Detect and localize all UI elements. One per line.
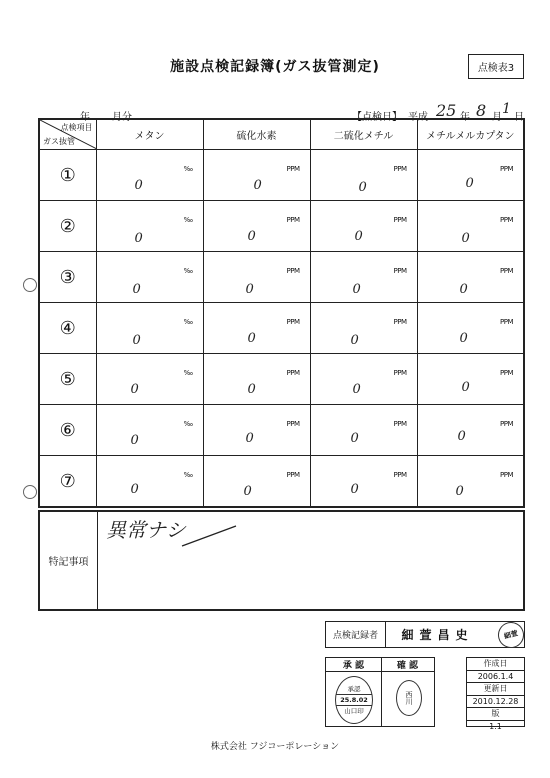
unit-label: PPM bbox=[500, 369, 513, 377]
cell-value: 0 bbox=[461, 380, 470, 395]
approve-stamp bbox=[335, 676, 373, 724]
cell-value: 0 bbox=[358, 180, 367, 195]
approve-stamp-date: 25.8.02 bbox=[336, 694, 372, 706]
row-label: ⑥ bbox=[39, 405, 96, 456]
unit-label: PPM bbox=[393, 267, 407, 275]
special-notes-box bbox=[38, 510, 525, 611]
cell-hydrogen-sulfide bbox=[203, 405, 310, 456]
cell-value: 0 bbox=[130, 482, 139, 497]
unit-label: ‰ bbox=[183, 267, 193, 275]
row-label: ④ bbox=[39, 303, 96, 354]
cell-value: 0 bbox=[132, 282, 141, 297]
approve-label: 承 認 bbox=[326, 658, 382, 672]
handwritten-stroke bbox=[180, 522, 240, 552]
cell-value: 0 bbox=[253, 178, 262, 193]
special-notes-label: 特記事項 bbox=[40, 512, 98, 609]
cell-value: 0 bbox=[245, 282, 254, 297]
cell-value: 0 bbox=[247, 331, 256, 346]
cell-methane bbox=[96, 456, 203, 508]
revision-box bbox=[466, 657, 525, 731]
table-row bbox=[39, 252, 524, 303]
cell-value: 0 bbox=[130, 433, 139, 448]
cell-methane bbox=[96, 303, 203, 354]
table-row bbox=[39, 150, 524, 201]
unit-label: PPM bbox=[286, 369, 300, 377]
era-label: 平成 bbox=[408, 112, 428, 123]
unit-label: PPM bbox=[286, 420, 300, 428]
sheet-number-box: 点検表3 bbox=[468, 54, 524, 79]
recorder-box bbox=[325, 621, 525, 648]
unit-label: PPM bbox=[286, 267, 300, 275]
cell-value: 0 bbox=[134, 231, 143, 246]
month-unit: 月 bbox=[492, 112, 502, 123]
cell-methyl-mercaptan bbox=[417, 150, 524, 201]
unit-label: PPM bbox=[393, 369, 407, 377]
version-value: 1.1 bbox=[489, 721, 502, 731]
cell-methyl-mercaptan bbox=[417, 405, 524, 456]
unit-label: PPM bbox=[500, 165, 513, 173]
row-label: ⑤ bbox=[39, 354, 96, 405]
cell-value: 0 bbox=[245, 431, 254, 446]
cell-dimethyl-disulfide bbox=[310, 303, 417, 354]
cell-value: 0 bbox=[350, 431, 359, 446]
unit-label: PPM bbox=[393, 165, 407, 173]
month-value: 8 bbox=[476, 101, 487, 120]
recorder-label: 点検記録者 bbox=[326, 622, 386, 647]
updated-date: 2010.12.28 bbox=[467, 696, 524, 709]
cell-dimethyl-disulfide bbox=[310, 354, 417, 405]
unit-label: ‰ bbox=[183, 318, 193, 326]
unit-label: PPM bbox=[286, 471, 300, 479]
day-value: 1 bbox=[502, 101, 511, 117]
cell-value: 0 bbox=[459, 282, 468, 297]
cell-dimethyl-disulfide bbox=[310, 150, 417, 201]
special-notes-text: 異常ナシ bbox=[106, 518, 186, 542]
cell-dimethyl-disulfide bbox=[310, 252, 417, 303]
cell-value: 0 bbox=[130, 382, 139, 397]
confirm-label: 確 認 bbox=[381, 658, 434, 672]
cell-value: 0 bbox=[457, 429, 466, 444]
table-row bbox=[39, 303, 524, 354]
table-row bbox=[39, 405, 524, 456]
unit-label: ‰ bbox=[183, 216, 193, 224]
cell-value: 0 bbox=[455, 484, 464, 499]
row-label: ① bbox=[39, 150, 96, 201]
year-value: 25 bbox=[436, 101, 457, 120]
column-header-methane: メタン bbox=[96, 119, 203, 150]
approval-box bbox=[325, 657, 435, 727]
cell-hydrogen-sulfide bbox=[203, 252, 310, 303]
updated-label: 更新日 bbox=[467, 683, 524, 696]
cell-value: 0 bbox=[247, 382, 256, 397]
cell-hydrogen-sulfide bbox=[203, 354, 310, 405]
cell-value: 0 bbox=[350, 482, 359, 497]
cell-value: 0 bbox=[354, 229, 363, 244]
cell-value: 0 bbox=[132, 333, 141, 348]
binder-hole-bottom bbox=[23, 485, 37, 499]
cell-methane bbox=[96, 252, 203, 303]
cell-value: 0 bbox=[243, 484, 252, 499]
company-footer: 株式会社 フジコーポレーション bbox=[210, 742, 340, 752]
approve-stamp-top: 承認 bbox=[347, 685, 361, 693]
cell-methyl-mercaptan bbox=[417, 252, 524, 303]
recorder-name: 細萱昌史 bbox=[401, 628, 474, 642]
unit-label: PPM bbox=[286, 165, 300, 173]
cell-methyl-mercaptan bbox=[417, 201, 524, 252]
cell-hydrogen-sulfide bbox=[203, 201, 310, 252]
cell-value: 0 bbox=[461, 231, 470, 246]
unit-label: PPM bbox=[500, 420, 513, 428]
month-label: 月分 bbox=[112, 112, 132, 123]
cell-methane bbox=[96, 354, 203, 405]
table-row bbox=[39, 354, 524, 405]
approve-stamp-name: 山口印 bbox=[344, 707, 364, 715]
cell-value: 0 bbox=[465, 176, 474, 191]
cell-methyl-mercaptan bbox=[417, 303, 524, 354]
unit-label: ‰ bbox=[183, 165, 193, 173]
table-row bbox=[39, 201, 524, 252]
unit-label: PPM bbox=[286, 318, 300, 326]
table-row bbox=[39, 456, 524, 508]
cell-methyl-mercaptan bbox=[417, 354, 524, 405]
column-header-methyl-mercaptan: メチルメルカプタン bbox=[417, 119, 524, 150]
year-unit: 年 bbox=[460, 112, 470, 123]
cell-value: 0 bbox=[459, 331, 468, 346]
cell-value: 0 bbox=[352, 382, 361, 397]
page-title: 施設点検記録簿(ガス抜管測定) bbox=[170, 59, 380, 75]
unit-label: ‰ bbox=[183, 369, 193, 377]
day-unit: 日 bbox=[514, 112, 524, 123]
cell-methyl-mercaptan bbox=[417, 456, 524, 508]
cell-value: 0 bbox=[247, 229, 256, 244]
unit-label: PPM bbox=[393, 471, 407, 479]
unit-label: PPM bbox=[500, 318, 513, 326]
corner-bottom-label: ガス抜管 bbox=[43, 137, 75, 146]
row-label: ② bbox=[39, 201, 96, 252]
gas-measurement-table bbox=[38, 118, 525, 508]
unit-label: PPM bbox=[286, 216, 300, 224]
unit-label: PPM bbox=[500, 267, 513, 275]
year-label: 年 bbox=[80, 112, 90, 123]
unit-label: PPM bbox=[393, 216, 407, 224]
cell-value: 0 bbox=[134, 178, 143, 193]
inspection-date-label: 【点検日】 bbox=[352, 112, 402, 123]
corner-top-label: 点検項目 bbox=[60, 123, 93, 132]
unit-label: PPM bbox=[393, 318, 407, 326]
cell-dimethyl-disulfide bbox=[310, 201, 417, 252]
cell-hydrogen-sulfide bbox=[203, 303, 310, 354]
unit-label: ‰ bbox=[183, 471, 193, 479]
cell-methane bbox=[96, 150, 203, 201]
table-corner-cell bbox=[39, 119, 96, 150]
unit-label: PPM bbox=[500, 471, 513, 479]
cell-hydrogen-sulfide bbox=[203, 150, 310, 201]
column-header-dimethyl-disulfide: 二硫化メチル bbox=[310, 119, 417, 150]
created-date: 2006.1.4 bbox=[467, 671, 524, 684]
confirm-stamp: 西川 bbox=[396, 680, 422, 716]
version-label: 版 bbox=[467, 708, 524, 721]
row-label: ③ bbox=[39, 252, 96, 303]
recorder-seal: 細萱 bbox=[495, 619, 527, 651]
created-label: 作成日 bbox=[467, 658, 524, 671]
unit-label: PPM bbox=[393, 420, 407, 428]
cell-dimethyl-disulfide bbox=[310, 405, 417, 456]
cell-value: 0 bbox=[352, 282, 361, 297]
unit-label: ‰ bbox=[183, 420, 193, 428]
cell-hydrogen-sulfide bbox=[203, 456, 310, 508]
cell-methane bbox=[96, 201, 203, 252]
approval-divider bbox=[381, 671, 382, 726]
row-label: ⑦ bbox=[39, 456, 96, 508]
binder-hole-top bbox=[23, 278, 37, 292]
cell-dimethyl-disulfide bbox=[310, 456, 417, 508]
cell-value: 0 bbox=[350, 333, 359, 348]
unit-label: PPM bbox=[500, 216, 513, 224]
column-header-hydrogen-sulfide: 硫化水素 bbox=[203, 119, 310, 150]
cell-methane bbox=[96, 405, 203, 456]
table-header-row bbox=[39, 119, 524, 150]
